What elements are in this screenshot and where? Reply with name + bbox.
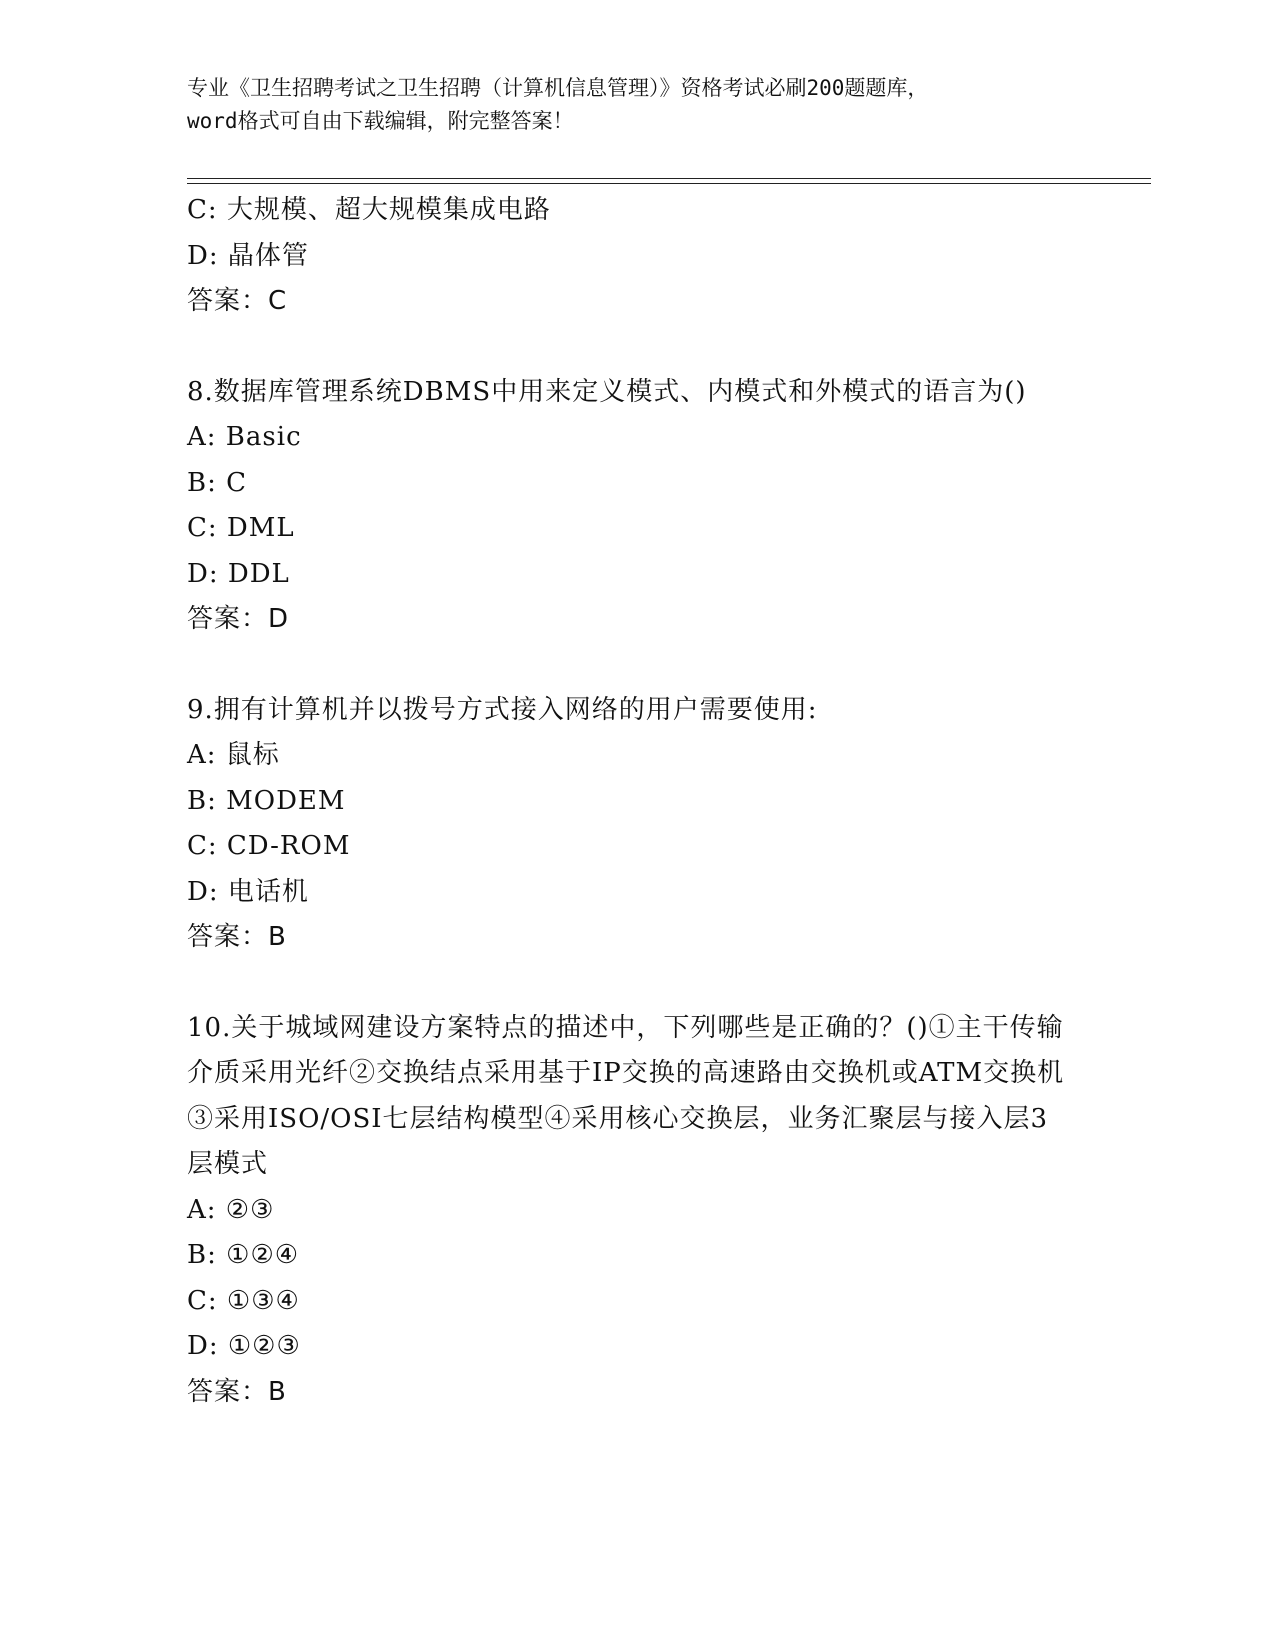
question-text: 8.数据库管理系统DBMS中用来定义模式、内模式和外模式的语言为() xyxy=(187,376,1027,407)
answer: 答案：B xyxy=(187,922,287,952)
header-line-1: 专业《卫生招聘考试之卫生招聘（计算机信息管理）》资格考试必刷200题题库， xyxy=(187,76,929,100)
option-d: D: 晶体管 xyxy=(187,240,309,271)
question-text: 9.拥有计算机并以拨号方式接入网络的用户需要使用: xyxy=(187,694,818,725)
option-c: C: ①③④ xyxy=(187,1285,300,1316)
header-line-2: word格式可自由下载编辑，附完整答案！ xyxy=(187,109,574,133)
question-list xyxy=(187,188,1067,1415)
option-d: D: ①②③ xyxy=(187,1331,301,1361)
option-b: B: ①②④ xyxy=(187,1240,300,1270)
question-text: 10.关于城域网建设方案特点的描述中，下列哪些是正确的？()①主干传输介质采用光纤②交换结点采用基于IP交换的高速路由交换机或ATM交换机③采用ISO/OSI七层结构模型④采用核心交换层，业务汇聚层与接入层3层模式 xyxy=(187,1012,1065,1179)
question-7-tail xyxy=(187,188,1067,325)
question-8 xyxy=(187,370,1067,643)
option-d: D: 电话机 xyxy=(187,876,309,907)
document-header xyxy=(187,72,1087,138)
question-9 xyxy=(187,688,1067,961)
spacer xyxy=(187,643,1067,688)
option-b: B: MODEM xyxy=(187,785,346,816)
question-10 xyxy=(187,1006,1067,1416)
option-c: C: 大规模、超大规模集成电路 xyxy=(187,195,551,225)
header-divider-bottom xyxy=(187,183,1151,184)
spacer xyxy=(187,325,1067,370)
option-a: A: Basic xyxy=(187,422,302,452)
answer: 答案：D xyxy=(187,604,290,634)
header-divider-top xyxy=(187,178,1151,179)
option-d: D: DDL xyxy=(187,558,290,589)
option-c: C: DML xyxy=(187,513,295,543)
answer: 答案：C xyxy=(187,286,288,316)
option-b: B: C xyxy=(187,467,248,498)
option-a: A: 鼠标 xyxy=(187,740,280,770)
spacer xyxy=(187,961,1067,1006)
answer: 答案：B xyxy=(187,1376,287,1407)
option-c: C: CD-ROM xyxy=(187,831,351,861)
option-a: A: ②③ xyxy=(187,1194,275,1225)
